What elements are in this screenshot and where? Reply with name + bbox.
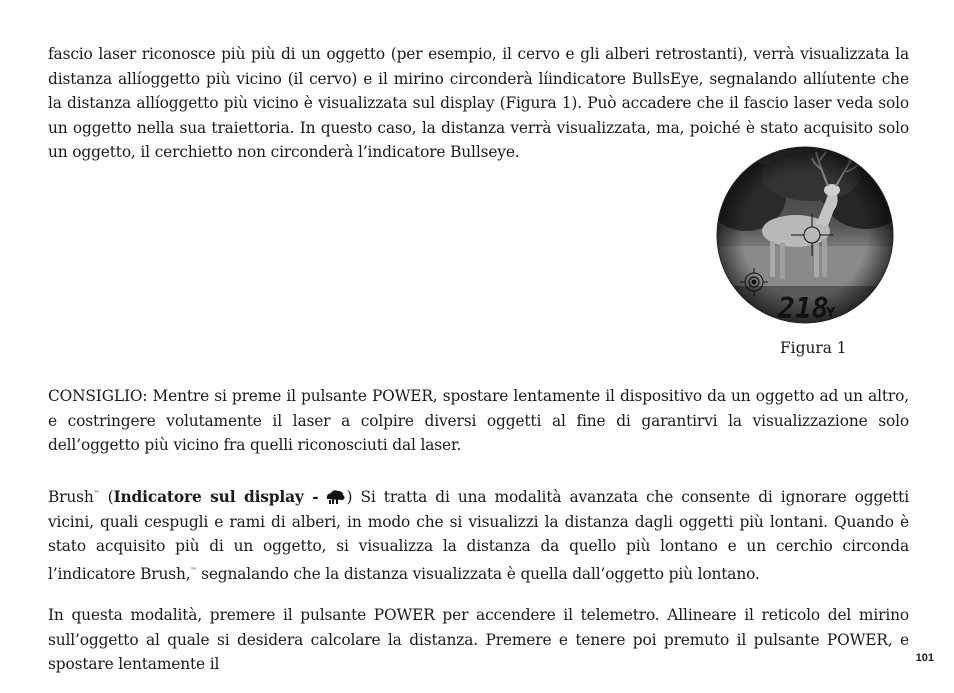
open-paren: (: [99, 488, 114, 506]
deer-scope-image: [716, 146, 894, 324]
rangefinder-view-figure: [716, 146, 894, 324]
paragraph-brush: [48, 482, 909, 586]
indicator-label: Indicatore sul display -: [113, 488, 319, 506]
paragraph-consiglio: CONSIGLIO: Mentre si preme il pulsante POWER, spostare lentamente il dispositivo da un oggetto ad un altro, e costringere volutamente il laser a colpire diversi oggetti al fine di garantirvi la visualizzazione solo dell’oggetto più vicino fra quelli riconosciuti dal laser.: [48, 387, 909, 455]
distance-unit: Y: [826, 306, 836, 321]
distance-readout: 218: [778, 292, 829, 324]
trademark-mark-2: ™: [190, 566, 197, 574]
brush-word: Brush: [48, 488, 94, 506]
paragraph-bullseye: fascio laser riconosce più più di un oggetto (per esempio, il cervo e gli alberi retrostanti), verrà visualizzata la distanza allíoggetto più vicino (il cervo) e il mirino circonderà líindicatore BullsEye, segnalando allíutente che la distanza allíoggetto più vicino è visualizzata sul display (Figura 1). Può accadere che il fascio laser veda solo un oggetto nella sua traiettoria. In questo caso, la distanza verrà visualizzata, ma, poiché è stato acquisito solo un oggetto, il cerchietto non circonderà l’indicatore Bullseye.: [48, 45, 909, 162]
figure-caption: Figura 1: [780, 339, 847, 357]
trademark-mark: ™: [93, 490, 100, 497]
page-number: 101: [915, 652, 934, 664]
brush-description: ) Si tratta di una modalità avanzata che consente di ignorare oggetti vicini, quali cespugli e rami di alberi, in modo che si visualizzi la distanza dagli oggetti più lontani. Quando è stato acquisito più di un oggetto, si visualizza la distanza da quello più lontano e un cerchio circonda l’indicatore Brush,: [48, 488, 909, 583]
brush-description-tail: segnalando che la distanza visualizzata è quella dall’oggetto più lontano.: [196, 564, 760, 583]
brush-tree-icon: [323, 488, 347, 504]
paragraph-power: In questa modalità, premere il pulsante POWER per accendere il telemetro. Allineare il reticolo del mirino sull’oggetto al quale si desidera calcolare la distanza. Premere e tenere poi premuto il pulsante POWER, e spostare lentamente il: [48, 606, 909, 674]
